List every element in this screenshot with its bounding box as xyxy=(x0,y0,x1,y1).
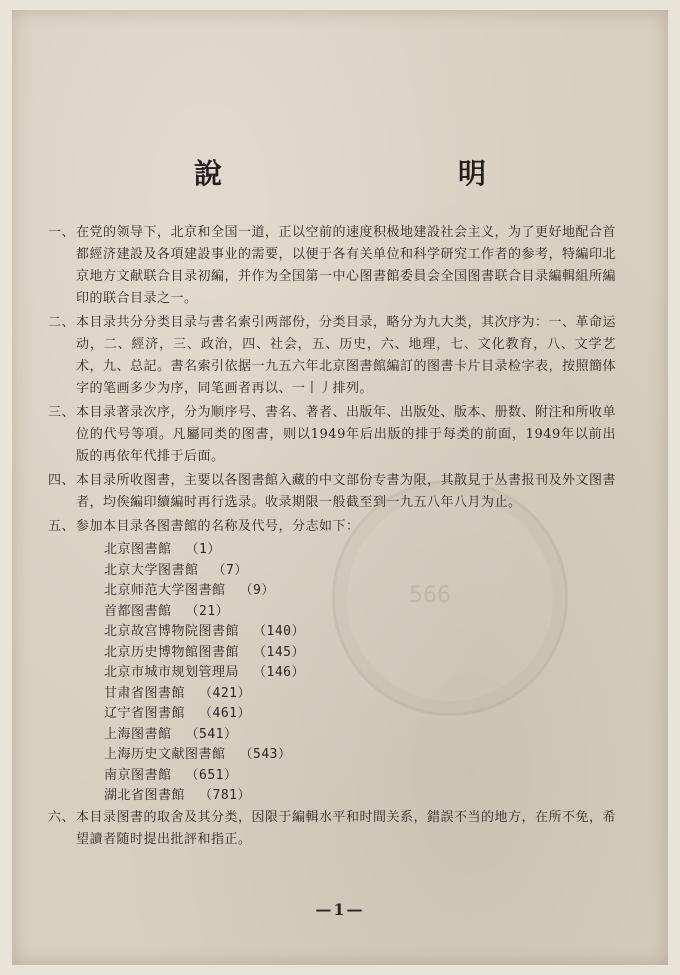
page-title: 說 明 xyxy=(193,157,546,190)
library-name: 上海历史文献图書館 xyxy=(104,747,226,762)
paragraph-number: 二、 xyxy=(48,315,76,330)
library-code: （781） xyxy=(199,788,251,803)
paragraph-number: 六、 xyxy=(48,809,76,825)
library-name: 南京图書館 xyxy=(104,767,172,783)
page-number: —1— xyxy=(315,900,365,919)
library-name: 北京历史博物館图書館 xyxy=(104,644,240,660)
library-code: （21） xyxy=(185,603,230,619)
library-code: （461） xyxy=(199,706,251,721)
library-item xyxy=(104,745,616,766)
paragraph-text: 在党的领导下，北京和全国一道，正以空前的速度积极地建設社会主义，为了更好地配合首都經济建設及各項建設事业的需要，以便于各有关单位和科学研究工作者的参考，特編印北京地方文献联合目录初編，并作为全国第一中心图書館委員会全国图書联合目录編輯組所編印的联合目录之一。 xyxy=(76,225,617,306)
paragraph-text: 参加本目录各图書館的名称及代号，分志如下： xyxy=(76,519,360,534)
paragraph-1 xyxy=(48,222,616,310)
library-name: 北京师范大学图書館 xyxy=(104,583,226,598)
library-name: 上海图書館 xyxy=(104,726,172,742)
paragraph-number: 五、 xyxy=(48,519,76,534)
library-code: （7） xyxy=(212,562,248,578)
paragraph-2 xyxy=(48,312,616,400)
paragraph-3 xyxy=(48,402,616,468)
library-code: （9） xyxy=(239,583,275,598)
paragraph-text: 本目录共分分类目录与書名索引两部份，分类目录，略分为九大类，其次序为：一、革命运动，二、經济，三、政治，四、社会，五、历史，六、地理，七、文化教育，八、文学艺术，九、总記。書名索引依据一九五六年北京图書館編訂的图書卡片目录检字表，按照簡体字的笔画多少为序，同笔画者再以、一丨丿排列。 xyxy=(76,315,617,396)
library-item xyxy=(104,643,616,664)
library-item xyxy=(104,663,616,684)
library-code: （1） xyxy=(185,542,221,557)
paragraph-5 xyxy=(48,516,616,538)
library-code: （543） xyxy=(239,747,292,762)
library-name: 辽宁省图書館 xyxy=(104,706,186,721)
library-code: （146） xyxy=(253,665,305,680)
library-name: 北京图書館 xyxy=(104,542,172,557)
library-item xyxy=(104,725,616,746)
library-code: （651） xyxy=(185,767,238,783)
library-item xyxy=(104,704,616,725)
library-code: （145） xyxy=(253,644,305,660)
paragraph-text: 本目录图書的取舍及其分类，因限于編輯水平和时間关系，錯誤不当的地方，在所不免，希望讀者随时提出批評和指正。 xyxy=(76,809,617,847)
main-content xyxy=(48,222,616,853)
library-name: 甘肃省图書館 xyxy=(104,685,186,701)
stamp-number: 566 xyxy=(409,583,451,608)
library-item xyxy=(104,622,616,643)
library-item xyxy=(104,766,616,787)
paragraph-number: 一、 xyxy=(48,225,76,240)
paragraph-number: 四、 xyxy=(48,473,76,488)
library-list xyxy=(104,540,616,807)
paragraph-text: 本目录著录次序，分为顺序号、書名、著者、出版年、出版处、版本、册数、附注和所收单位的代号等項。凡屬同类的图書，则以1949年后出版的排于每类的前面，1949年以前出版的再依年代排于后面。 xyxy=(76,405,617,464)
library-code: （541） xyxy=(185,726,238,742)
library-code: （421） xyxy=(199,685,251,701)
paragraph-6 xyxy=(48,807,616,851)
library-item xyxy=(104,581,616,602)
library-name: 北京市城市规划管理局 xyxy=(104,665,240,680)
library-item xyxy=(104,602,616,623)
library-item xyxy=(104,561,616,582)
library-item xyxy=(104,540,616,561)
library-item xyxy=(104,684,616,705)
library-name: 北京故宫博物院图書館 xyxy=(104,624,240,639)
library-name: 首都图書館 xyxy=(104,603,172,619)
paragraph-number: 三、 xyxy=(48,405,76,420)
paragraph-text: 本目录所收图書，主要以各图書館入藏的中文部份专書为限，其散見于丛書报刊及外文图書者，均俟編印續編时再行选录。收录期限一般截至到一九五八年八月为止。 xyxy=(76,473,617,510)
library-code: （140） xyxy=(253,624,305,639)
library-name: 湖北省图書館 xyxy=(104,788,186,803)
paragraph-4 xyxy=(48,470,616,514)
library-name: 北京大学图書館 xyxy=(104,562,199,578)
library-item xyxy=(104,786,616,807)
